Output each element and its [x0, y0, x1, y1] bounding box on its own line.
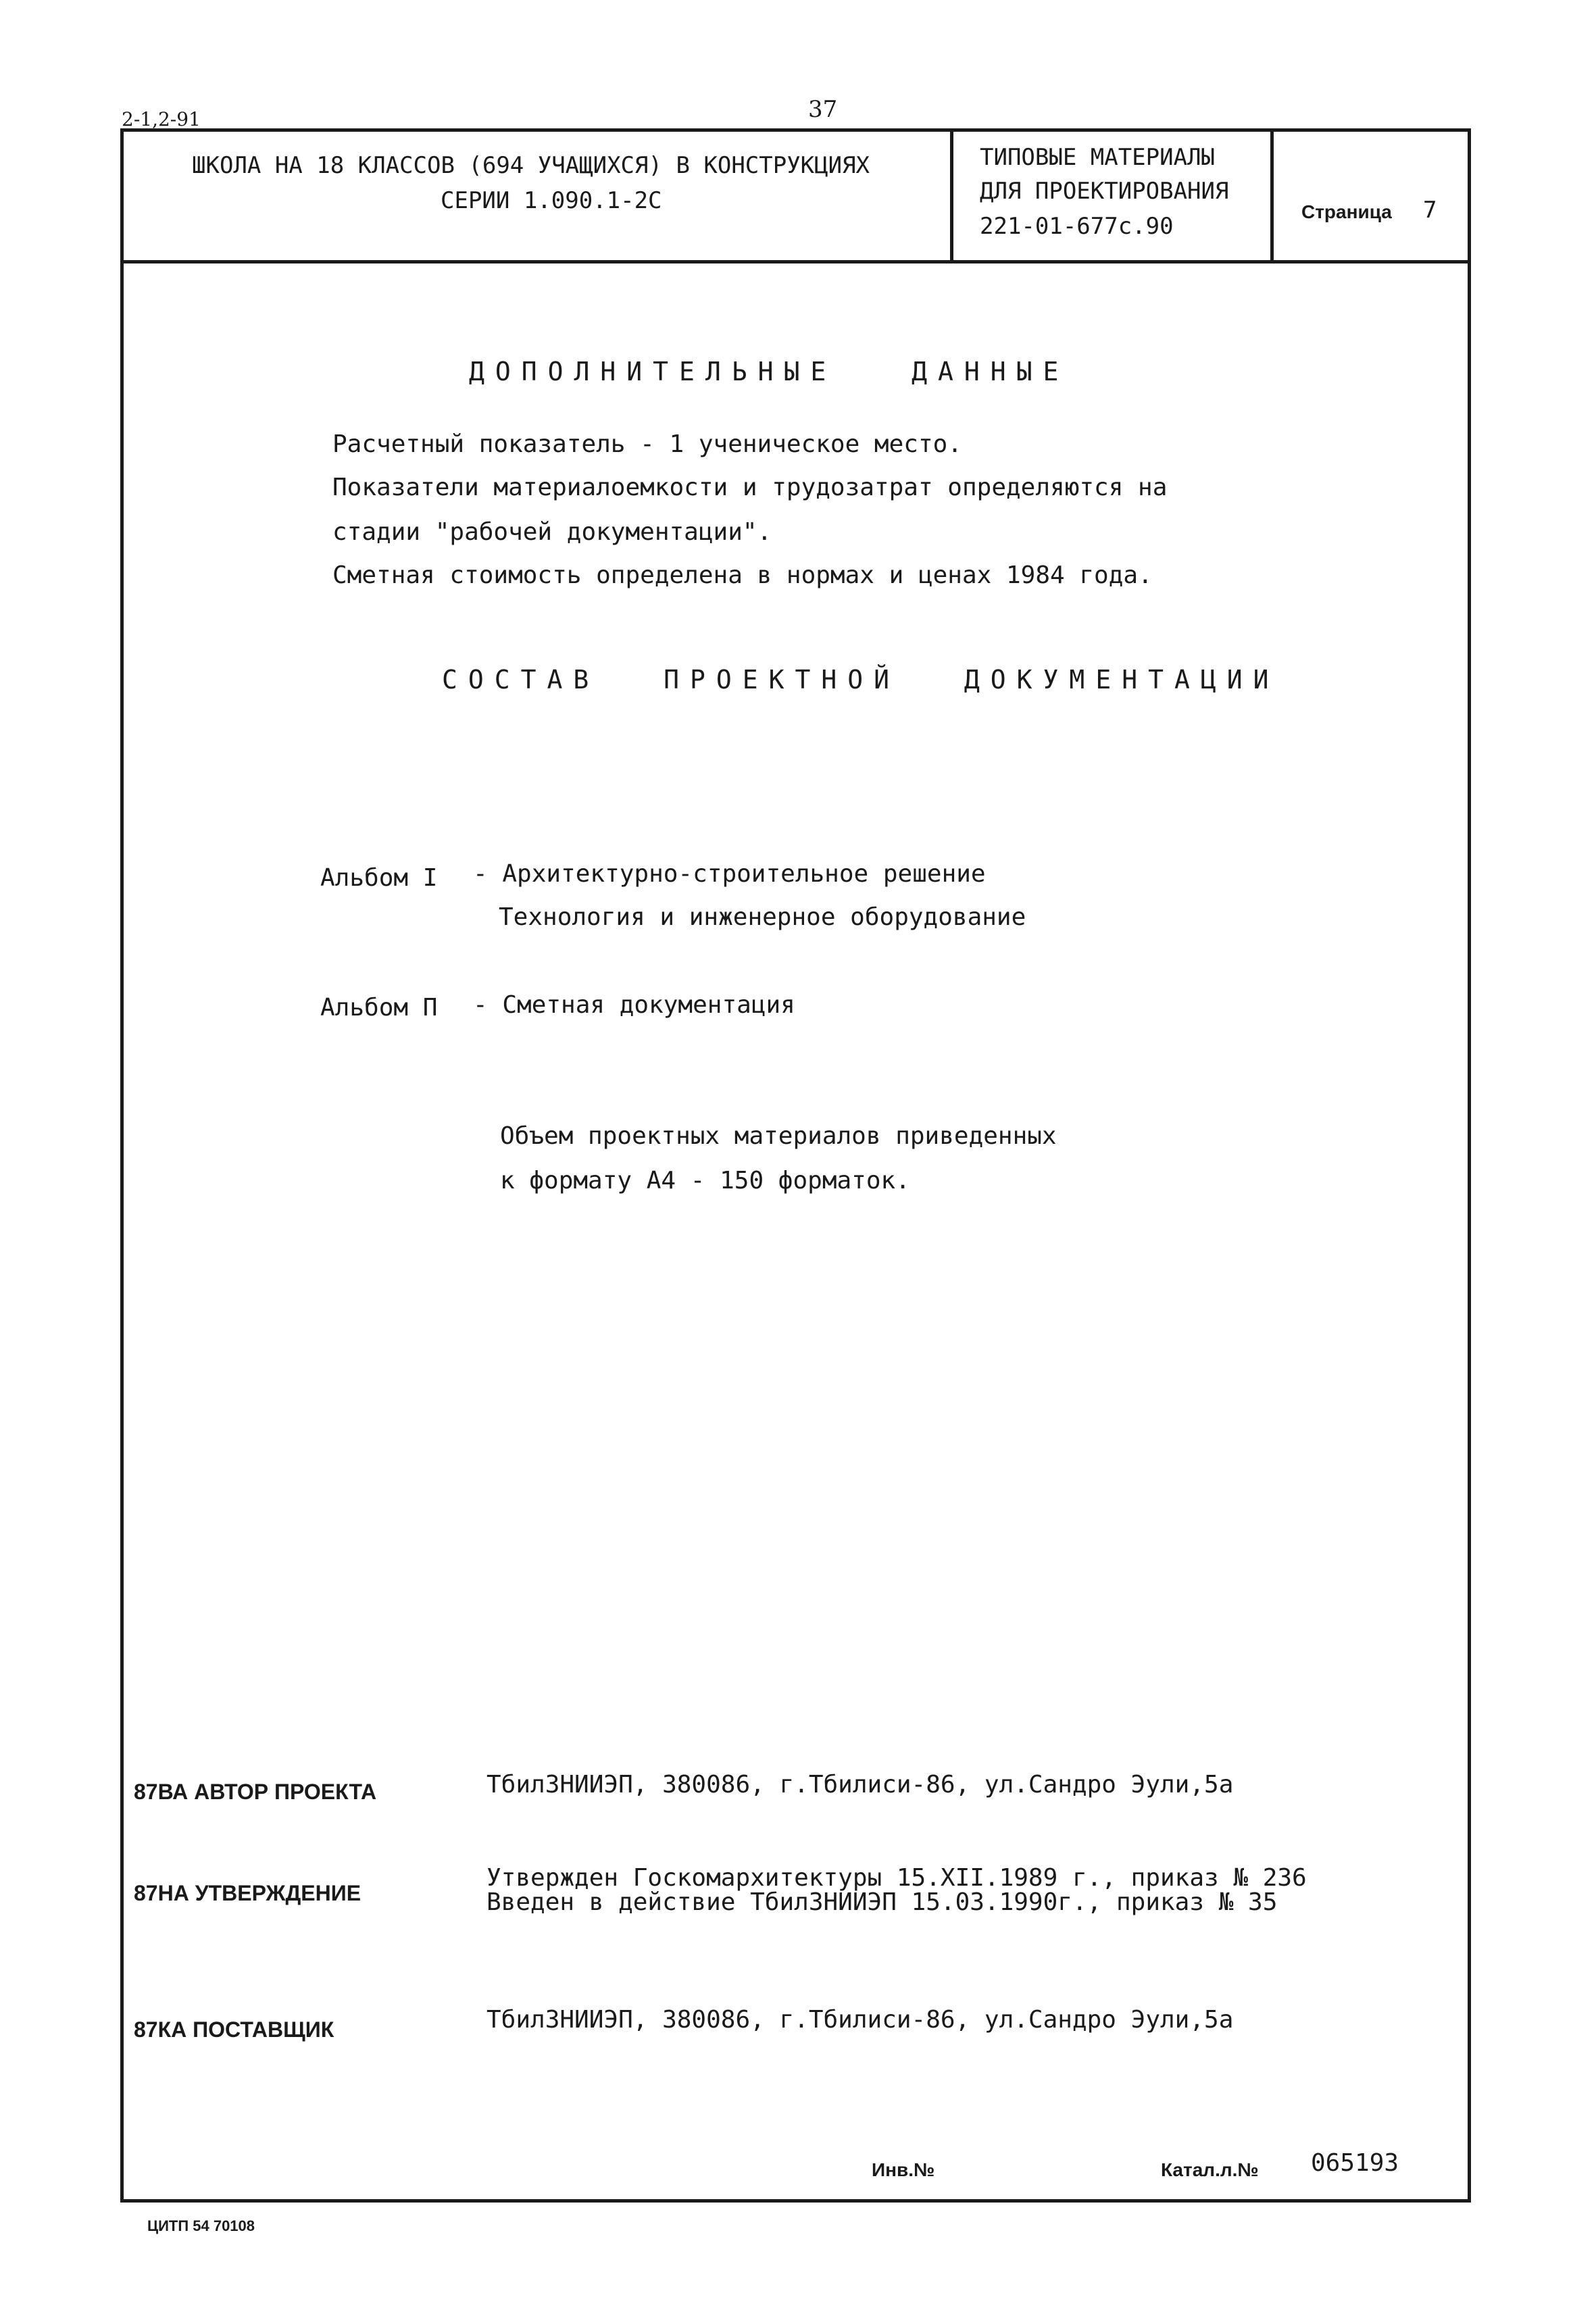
header-divider: [120, 260, 1471, 263]
sheet-number: 37: [808, 96, 838, 123]
approval-label: 87НА УТВЕРЖДЕНИЕ: [134, 1881, 361, 1905]
header-divider-left: [950, 128, 953, 262]
additional-line2: Показатели материалоемкости и трудозатрат определяются на: [332, 474, 1168, 501]
additional-line1: Расчетный показатель - 1 ученическое место.: [332, 430, 962, 458]
supplier-value: ТбилЗНИИЭП, 380086, г.Тбилиси-86, ул.Сандро Эули,5а: [487, 2006, 1234, 2034]
page-label: Страница: [1301, 201, 1392, 222]
album1-label: Альбом I: [320, 864, 438, 892]
catalog-label: Катал.л.№: [1161, 2159, 1259, 2180]
materials-line3: 221-01-677с.90: [980, 213, 1174, 240]
page-number: 7: [1423, 197, 1437, 224]
author-value: ТбилЗНИИЭП, 380086, г.Тбилиси-86, ул.Сандро Эули,5а: [487, 1771, 1234, 1799]
materials-line1: ТИПОВЫЕ МАТЕРИАЛЫ: [980, 144, 1215, 171]
approval-line2: Введен в действие ТбилЗНИИЭП 15.03.1990г., приказ № 35: [487, 1888, 1278, 1916]
supplier-label: 87КА ПОСТАВЩИК: [134, 2017, 334, 2042]
header-divider-right: [1270, 128, 1274, 262]
author-label: 87ВА АВТОР ПРОЕКТА: [134, 1780, 377, 1804]
composition-heading: СОСТАВ ПРОЕКТНОЙ ДОКУМЕНТАЦИИ: [442, 665, 1280, 695]
volume-line2: к формату А4 - 150 форматок.: [500, 1167, 910, 1194]
additional-heading: ДОПОЛНИТЕЛЬНЫЕ ДАННЫЕ: [469, 357, 1070, 386]
materials-line2: ДЛЯ ПРОЕКТИРОВАНИЯ: [980, 178, 1229, 205]
volume-line1: Объем проектных материалов приведенных: [500, 1122, 1057, 1150]
album1-line2: Технология и инженерное оборудование: [499, 903, 1026, 931]
approval-line1: Утвержден Госкомархитектуры 15.XII.1989 г., приказ № 236: [487, 1864, 1307, 1892]
doc-code: 2-1,2-91: [122, 108, 201, 130]
additional-line4: Сметная стоимость определена в нормах и ценах 1984 года.: [332, 561, 1153, 589]
additional-line3: стадии "рабочей документации".: [332, 518, 772, 546]
header-title-line1: ШКОЛА НА 18 КЛАССОВ (694 УЧАЩИХСЯ) В КОНСТРУКЦИЯХ: [192, 152, 870, 179]
catalog-number: 065193: [1311, 2149, 1399, 2177]
header-title-line2: СЕРИИ 1.090.1-2С: [441, 187, 662, 214]
album2-line1: - Сметная документация: [473, 991, 795, 1019]
album1-line1: - Архитектурно-строительное решение: [473, 860, 986, 888]
print-stamp: ЦИТП 54 70108: [147, 2217, 255, 2234]
album2-label: Альбом П: [320, 994, 438, 1022]
inventory-label: Инв.№: [872, 2159, 935, 2180]
